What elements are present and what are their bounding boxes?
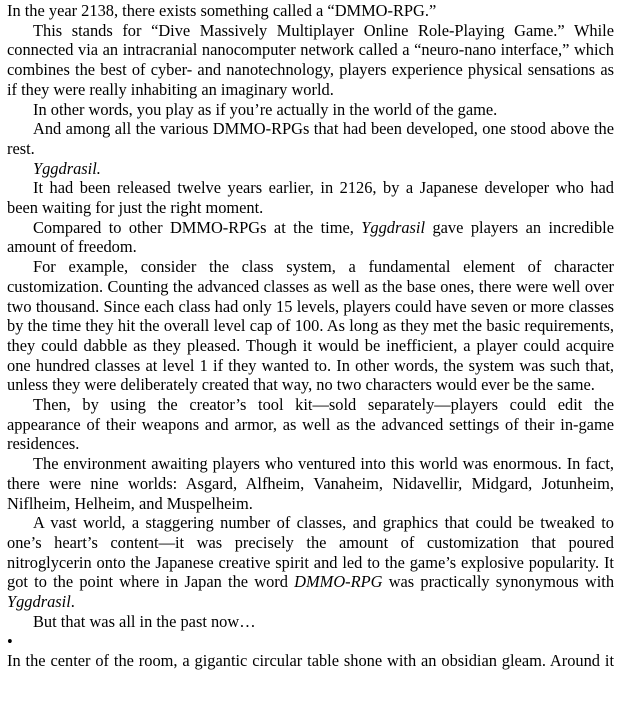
paragraph-body (7, 119, 614, 158)
text-run: This stands for “Dive Massively Multiplayer Online Role-Playing Game.” While connected via an intracranial nanocomputer network called a “neuro-nano interface,” which combines the best of cyber- and nanotechnology, players experience physical sensations as if they were really inhabiting an imaginary world. (7, 20, 614, 99)
paragraph-body (7, 454, 614, 513)
text-run: In other words, you play as if you’re actually in the world of the game. (33, 99, 498, 119)
text-run: The environment awaiting players who ventured into this world was enormous. In fact, there were nine worlds: Asgard, Alfheim, Vanaheim, Nidavellir, Midgard, Jotunheim, Niflheim, Helheim, and Muspelheim. (7, 454, 614, 513)
text-run: And among all the various DMMO-RPGs that had been developed, one stood above the rest. (7, 119, 614, 158)
text-run: In the year 2138, there exists something called a “DMMO-RPG.” (7, 1, 437, 20)
paragraph-body (7, 178, 614, 217)
italic-text-run: Yggdrasil (361, 217, 426, 237)
paragraph-body (7, 513, 614, 612)
paragraph-past-now (7, 612, 614, 632)
text-run: . (70, 592, 75, 612)
text-run: • (7, 631, 13, 651)
italic-text-run: Yggdrasil. (33, 158, 101, 178)
section-break (7, 632, 614, 652)
text-run: For example, consider the class system, a fundamental element of character customization. Counting the advanced classes as well as the base ones, there were well over two thousand. Since each class had only 15 levels, players could have seven or more classes by the time they hit the overall level cap of 100. As long as they met the basic requirements, they could dabble as they pleased. Though it would be inefficient, a player could acquire one hundred classes at level 1 if they wanted to. In other words, the system was such that, unless they were deliberately created that way, no two characters would ever be the same. (7, 257, 614, 395)
paragraph-scene-opening (7, 651, 614, 671)
text-run: gave players an incredible amount of freedom. (7, 217, 614, 257)
text-run: Then, by using the creator’s tool kit—sold separately—players could edit the appearance of their weapons and armor, as well as the advanced settings of their in-game residences. (7, 395, 614, 454)
paragraph-yggdrasil-title (7, 159, 614, 179)
text-run: It had been released twelve years earlier, in 2126, by a Japanese developer who had been waiting for just the right moment. (7, 178, 614, 218)
italic-text-run: DMMO-RPG (294, 572, 383, 592)
paragraph-continuation-top (7, 1, 614, 21)
book-page (7, 1, 614, 671)
text-run: was practically synonymous with (382, 572, 615, 592)
text-run: In the center of the room, a gigantic circular table shone with an obsidian gleam. Around it (7, 651, 614, 671)
paragraph-body (7, 257, 614, 395)
paragraph-body (7, 395, 614, 454)
paragraph-body (7, 21, 614, 100)
italic-text-run: Yggdrasil (7, 592, 71, 612)
text-run: A vast world, a staggering number of classes, and graphics that could be tweaked to one’s heart’s content—it was precisely the amount of customization that poured nitroglycerin onto the Japanese creative spirit and led to the game’s explosive popularity. It got to the point where in Japan the word (7, 513, 614, 592)
text-run: But that was all in the past now… (33, 611, 256, 631)
paragraph-body (7, 100, 614, 120)
text-run: Compared to other DMMO-RPGs at the time, (33, 217, 362, 237)
paragraph-body (7, 218, 614, 257)
